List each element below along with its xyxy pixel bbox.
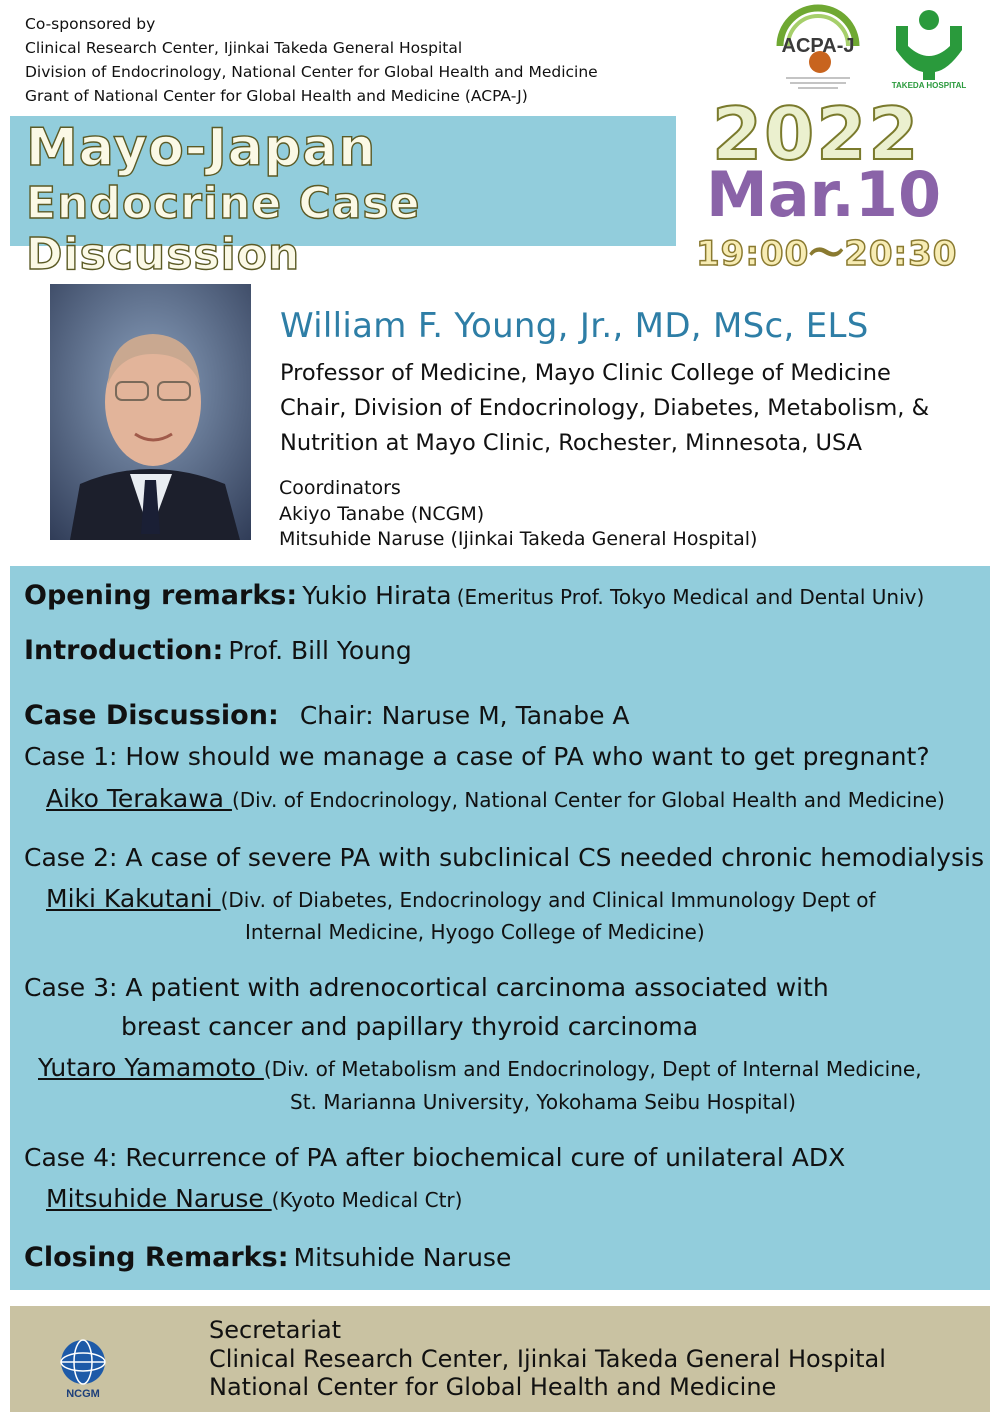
case-presenter-row <box>46 884 876 913</box>
introduction-name: Prof. Bill Young <box>228 636 412 665</box>
case-presenter-affiliation: (Div. of Endocrinology, National Center for Global Health and Medicine) <box>231 788 945 812</box>
case-presenter: Yutaro Yamamoto <box>38 1053 264 1082</box>
program-panel <box>10 566 990 1290</box>
case-title: Case 3: A patient with adrenocortical carcinoma associated with <box>24 973 829 1002</box>
opening-label: Opening remarks: <box>24 580 298 611</box>
introduction <box>24 635 412 666</box>
case-presenter-row <box>46 1184 462 1213</box>
speaker-name: William F. Young, Jr., MD, MSc, ELS <box>280 306 869 346</box>
ncgm-logo-text: NCGM <box>66 1388 100 1400</box>
case-presenter-affiliation: (Div. of Metabolism and Endocrinology, Dept of Internal Medicine, <box>263 1057 922 1081</box>
event-time: 19:00～20:30 <box>696 234 958 274</box>
coordinator-name: Akiyo Tanabe (NCGM) <box>279 502 485 525</box>
case-presenter-affiliation-cont: Internal Medicine, Hyogo College of Medicine) <box>245 920 705 944</box>
cosponsor-line: Grant of National Center for Global Health and Medicine (ACPA-J) <box>25 87 528 105</box>
case-presenter-row <box>46 784 945 813</box>
case-discussion-header <box>24 700 630 731</box>
case-presenter: Aiko Terakawa <box>46 784 232 813</box>
case-presenter-affiliation-cont: St. Marianna University, Yokohama Seibu Hospital) <box>290 1090 796 1114</box>
opening-affiliation: (Emeritus Prof. Tokyo Medical and Dental Univ) <box>456 585 925 609</box>
cosponsor-heading: Co-sponsored by <box>25 15 156 33</box>
speaker-affiliation-line: Nutrition at Mayo Clinic, Rochester, Minnesota, USA <box>280 430 863 456</box>
speaker-photo <box>50 284 251 540</box>
opening-remarks <box>24 580 924 611</box>
cosponsor-line: Clinical Research Center, Ijinkai Takeda General Hospital <box>25 39 463 57</box>
case-discussion-chair: Chair: Naruse M, Tanabe A <box>299 701 630 730</box>
speaker-affiliation-line: Professor of Medicine, Mayo Clinic College of Medicine <box>280 360 891 386</box>
coordinators-block <box>279 476 757 553</box>
secretariat-line: National Center for Global Health and Medicine <box>209 1373 777 1401</box>
introduction-label: Introduction: <box>24 635 224 666</box>
event-title-line1: Mayo-Japan <box>26 118 377 178</box>
case-title: Case 1: How should we manage a case of PA who want to get pregnant? <box>24 742 930 771</box>
closing-label: Closing Remarks: <box>24 1242 289 1273</box>
case-presenter-affiliation: (Kyoto Medical Ctr) <box>271 1188 463 1212</box>
coordinators-heading: Coordinators <box>279 477 401 499</box>
closing-name: Mitsuhide Naruse <box>293 1243 512 1272</box>
acpa-logo <box>768 4 868 94</box>
opening-name: Yukio Hirata <box>302 581 452 610</box>
case-presenter: Miki Kakutani <box>46 884 221 913</box>
coordinator-name: Mitsuhide Naruse (Ijinkai Takeda General Hospital) <box>279 528 758 550</box>
title-banner <box>10 116 676 280</box>
case-discussion-label: Case Discussion: <box>24 700 279 731</box>
speaker-affiliation-line: Chair, Division of Endocrinology, Diabetes, Metabolism, & <box>280 395 930 421</box>
takeda-logo-text: TAKEDA HOSPITAL <box>891 81 967 90</box>
cosponsor-block <box>25 12 598 108</box>
closing-remarks <box>24 1242 511 1273</box>
ncgm-logo <box>50 1336 116 1400</box>
case-presenter-affiliation: (Div. of Diabetes, Endocrinology and Clinical Immunology Dept of <box>220 888 876 912</box>
secretariat-line: Clinical Research Center, Ijinkai Takeda General Hospital <box>209 1344 886 1373</box>
case-presenter-row <box>38 1053 922 1082</box>
event-title-line2: Endocrine Case Discussion <box>26 178 421 280</box>
secretariat-footer <box>10 1306 990 1412</box>
event-year: 2022 <box>712 92 921 176</box>
speaker-affiliation <box>280 356 929 461</box>
event-date: Mar.10 <box>706 158 942 231</box>
cosponsor-line: Division of Endocrinology, National Center for Global Health and Medicine <box>25 63 598 81</box>
case-title: Case 2: A case of severe PA with subclinical CS needed chronic hemodialysis <box>24 843 984 872</box>
takeda-hospital-logo <box>886 6 972 90</box>
secretariat-text <box>209 1316 886 1402</box>
case-title: Case 4: Recurrence of PA after biochemical cure of unilateral ADX <box>24 1143 846 1172</box>
case-presenter: Mitsuhide Naruse <box>46 1184 272 1213</box>
acpa-logo-text: ACPA-J <box>781 35 855 57</box>
case-title-cont: breast cancer and papillary thyroid carcinoma <box>121 1012 699 1041</box>
secretariat-heading: Secretariat <box>209 1316 342 1344</box>
